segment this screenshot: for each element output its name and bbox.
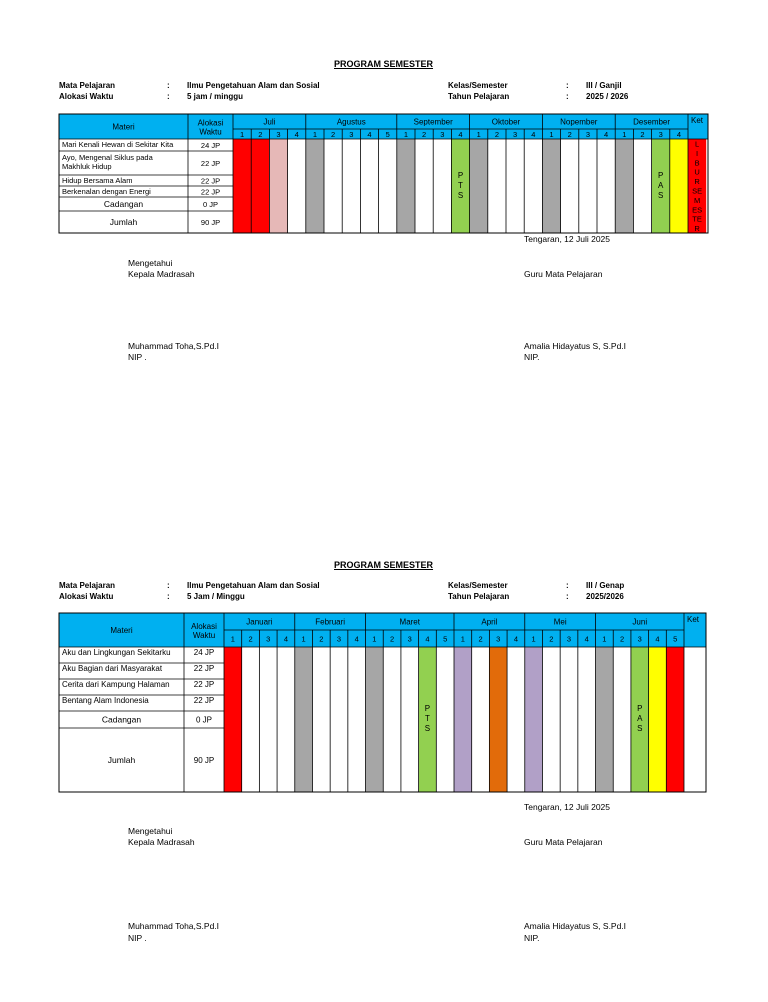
exam-label-pts: T (425, 714, 430, 723)
month-header-februari: Februari (315, 617, 346, 627)
week-number: 1 (460, 634, 465, 644)
libur-semester-label: TE (692, 214, 702, 224)
week-number: 4 (367, 130, 372, 139)
colon: : (566, 81, 569, 90)
week-number: 2 (494, 130, 499, 139)
month-header-juni: Juni (632, 617, 648, 627)
teacher-nip: NIP. (524, 933, 540, 943)
exam-label-pas: P (658, 171, 664, 180)
exam-label-pts: T (458, 181, 463, 190)
year-value: 2025 / 2026 (586, 92, 629, 101)
week-number: 3 (637, 634, 642, 644)
month-header-oktober: Oktober (491, 117, 521, 127)
class-value: III / Ganjil (586, 81, 622, 90)
libur-semester-label: R (672, 689, 678, 699)
colon: : (566, 592, 569, 601)
week-number: 2 (549, 634, 554, 644)
libur-semester-label: I (674, 658, 677, 668)
week-number: 1 (240, 130, 245, 139)
place-date: Tengaran, 12 Juli 2025 (524, 802, 611, 812)
week-number: 2 (567, 130, 572, 139)
week-number: 4 (655, 634, 660, 644)
materi-cell: Ayo, Mengenal Siklus pada (62, 153, 153, 162)
week-number: 1 (622, 130, 627, 139)
week-number: 3 (407, 634, 412, 644)
week-number: 4 (676, 130, 681, 139)
week-number: 4 (513, 634, 519, 644)
materi-cell: Makhluk Hidup (62, 162, 112, 171)
month-header-agustus: Agustus (336, 117, 366, 127)
principal-name: Muhammad Toha,S.Pd.I (128, 921, 220, 931)
time-value: 5 jam / minggu (187, 92, 244, 101)
month-header-januari: Januari (246, 617, 273, 627)
month-header-nopember: Nopember (560, 117, 598, 127)
time-label: Alokasi Waktu (59, 592, 114, 601)
week-fill-yellow (649, 647, 667, 792)
month-header-september: September (413, 117, 453, 127)
libur-semester-label: L (673, 648, 678, 658)
libur-semester-label: R (694, 177, 700, 187)
week-number: 5 (385, 130, 390, 139)
week-fill-red (224, 647, 242, 792)
libur-semester-label: R (672, 782, 678, 792)
libur-semester-label: E (672, 741, 678, 751)
teacher-name: Amalia Hidayatus S, S.Pd.I (524, 341, 627, 351)
week-number: 3 (276, 130, 281, 139)
libur-semester-label: T (672, 762, 678, 772)
week-number: 3 (658, 130, 663, 139)
libur-semester-label: S (672, 751, 678, 761)
week-number: 4 (584, 634, 589, 644)
libur-semester-label: B (694, 158, 700, 168)
month-header-april: April (481, 617, 498, 627)
week-fill-purple (525, 647, 543, 792)
week-number: 3 (266, 634, 271, 644)
week-number: 5 (443, 634, 448, 644)
alokasi-cell: 24 JP (200, 141, 221, 150)
ket-header: Ket (687, 615, 700, 624)
materi-cell: Cadangan (101, 714, 142, 725)
principal-nip: NIP . (128, 352, 147, 362)
week-number: 2 (319, 634, 324, 644)
week-number: 4 (354, 634, 359, 644)
exam-label-pas: A (658, 181, 664, 190)
libur-semester-label: M (672, 731, 679, 741)
week-number: 1 (372, 634, 377, 644)
week-fill-gray (366, 647, 384, 792)
week-number: 3 (566, 634, 572, 644)
week-number: 3 (513, 130, 518, 139)
libur-semester-label: B (672, 669, 678, 678)
exam-label-pas: P (637, 704, 643, 713)
week-number: 1 (301, 634, 306, 644)
materi-cell: Bentang Alam Indonesia (62, 696, 149, 705)
week-fill-purple (454, 647, 472, 792)
week-number: 2 (640, 130, 645, 139)
week-number: 2 (619, 634, 625, 644)
week-number: 4 (294, 130, 299, 139)
alokasi-cell: 22 JP (193, 696, 215, 705)
page-title: PROGRAM SEMESTER (334, 59, 434, 69)
materi-cell: Jumlah (107, 755, 136, 765)
colon: : (566, 92, 569, 101)
month-header-maret: Maret (399, 617, 420, 627)
alokasi-header: Waktu (199, 127, 222, 137)
week-number: 3 (585, 130, 590, 139)
alokasi-header: Alokasi (191, 622, 217, 631)
alokasi-cell: 22 JP (200, 187, 221, 197)
class-value: III / Genap (586, 581, 625, 590)
teacher-title: Guru Mata Pelajaran (524, 837, 603, 847)
place-date: Tengaran, 12 Juli 2025 (524, 234, 611, 244)
materi-cell: Hidup Bersama Alam (62, 176, 133, 185)
week-number: 4 (425, 634, 430, 644)
week-number: 4 (531, 130, 536, 139)
week-number: 1 (531, 634, 536, 644)
month-header-desember: Desember (633, 117, 671, 127)
colon: : (167, 581, 170, 590)
month-header-mei: Mei (553, 617, 567, 627)
week-number: 2 (331, 130, 336, 139)
class-label: Kelas/Semester (448, 581, 508, 590)
subject-label: Mata Pelajaran (59, 81, 116, 90)
alokasi-cell: 22 JP (193, 664, 215, 673)
libur-semester-label: M (693, 195, 701, 205)
colon: : (167, 92, 170, 101)
exam-label-pts: P (424, 704, 431, 713)
week-number: 1 (403, 130, 408, 139)
alokasi-cell: 90 JP (193, 756, 215, 765)
week-number: 1 (230, 634, 235, 644)
materi-header: Materi (112, 122, 135, 132)
week-number: 3 (349, 130, 354, 139)
alokasi-cell: 0 JP (202, 200, 219, 209)
alokasi-cell: 90 JP (200, 218, 221, 227)
materi-cell: Cerita dari Kampung Halaman (62, 680, 170, 689)
alokasi-header: Alokasi (197, 118, 224, 128)
alokasi-header: Waktu (192, 631, 216, 640)
week-number: 3 (336, 634, 342, 644)
libur-semester-label: U (694, 167, 700, 177)
week-number: 4 (458, 130, 463, 139)
month-header-juli: Juli (263, 117, 276, 127)
libur-semester-label: ES (692, 205, 703, 215)
subject-value: Ilmu Pengetahuan Alam dan Sosial (187, 81, 320, 90)
year-label: Tahun Pelajaran (448, 592, 510, 601)
teacher-title: Guru Mata Pelajaran (524, 269, 603, 279)
year-label: Tahun Pelajaran (448, 92, 510, 101)
libur-semester-label: R (694, 224, 700, 234)
week-number: 1 (312, 130, 317, 139)
exam-label-pts: P (457, 171, 464, 180)
colon: : (167, 81, 170, 90)
alokasi-cell: 22 JP (193, 680, 215, 689)
page-title: PROGRAM SEMESTER (334, 560, 434, 570)
libur-semester-label: L (695, 139, 700, 149)
week-number: 2 (422, 130, 427, 139)
libur-semester-label: E (672, 720, 678, 730)
subject-value: Ilmu Pengetahuan Alam dan Sosial (187, 581, 320, 590)
materi-cell: Aku Bagian dari Masyarakat (62, 664, 163, 673)
colon: : (167, 592, 170, 601)
libur-semester-label: I (696, 148, 699, 158)
principal-nip: NIP . (128, 933, 147, 943)
week-number: 4 (283, 634, 289, 644)
week-number: 1 (476, 130, 481, 139)
week-number: 2 (478, 634, 483, 644)
alokasi-cell: 24 JP (193, 648, 215, 657)
materi-cell: Mari Kenali Hewan di Sekitar Kita (62, 140, 174, 149)
exam-label-pts: S (457, 191, 464, 200)
week-number: 3 (440, 130, 445, 139)
week-number: 1 (602, 634, 607, 644)
materi-cell: Berkenalan dengan Energi (62, 187, 151, 196)
week-number: 3 (496, 634, 501, 644)
year-value: 2025/2026 (586, 592, 624, 601)
week-fill-gray (596, 647, 614, 792)
ket-header: Ket (691, 116, 704, 125)
week-number: 2 (258, 130, 263, 139)
week-number: 5 (673, 634, 678, 644)
materi-header: Materi (110, 626, 133, 635)
week-number: 1 (549, 130, 554, 139)
time-label: Alokasi Waktu (59, 92, 114, 101)
teacher-nip: NIP. (524, 352, 540, 362)
alokasi-cell: 22 JP (200, 159, 221, 168)
week-fill-orange (489, 647, 507, 792)
exam-label-pas: S (658, 191, 664, 200)
alokasi-cell: 22 JP (200, 176, 221, 186)
time-value: 5 Jam / Minggu (187, 592, 245, 601)
libur-semester-label: SE (692, 186, 703, 196)
teacher-name: Amalia Hidayatus S, S.Pd.I (524, 921, 627, 931)
week-number: 2 (248, 634, 253, 644)
subject-label: Mata Pelajaran (59, 581, 116, 590)
alokasi-cell: 0 JP (195, 715, 213, 725)
principal-title: Kepala Madrasah (128, 269, 195, 279)
exam-label-pas: S (637, 724, 643, 733)
approval-label: Mengetahui (128, 826, 173, 836)
approval-label: Mengetahui (128, 258, 173, 268)
materi-cell: Aku dan Lingkungan Sekitarku (62, 648, 171, 657)
libur-semester-label: S (672, 710, 678, 720)
materi-cell: Jumlah (109, 217, 138, 227)
week-number: 2 (389, 634, 395, 644)
exam-label-pas: A (637, 714, 643, 723)
exam-label-pts: S (424, 724, 431, 733)
week-number: 4 (604, 130, 609, 139)
libur-semester-label: E (672, 772, 678, 782)
colon: : (566, 581, 569, 590)
principal-name: Muhammad Toha,S.Pd.I (128, 341, 220, 351)
principal-title: Kepala Madrasah (128, 837, 195, 847)
materi-cell: Cadangan (103, 199, 144, 209)
week-fill-gray (295, 647, 313, 792)
class-label: Kelas/Semester (448, 81, 508, 90)
libur-semester-label: U (672, 679, 678, 689)
